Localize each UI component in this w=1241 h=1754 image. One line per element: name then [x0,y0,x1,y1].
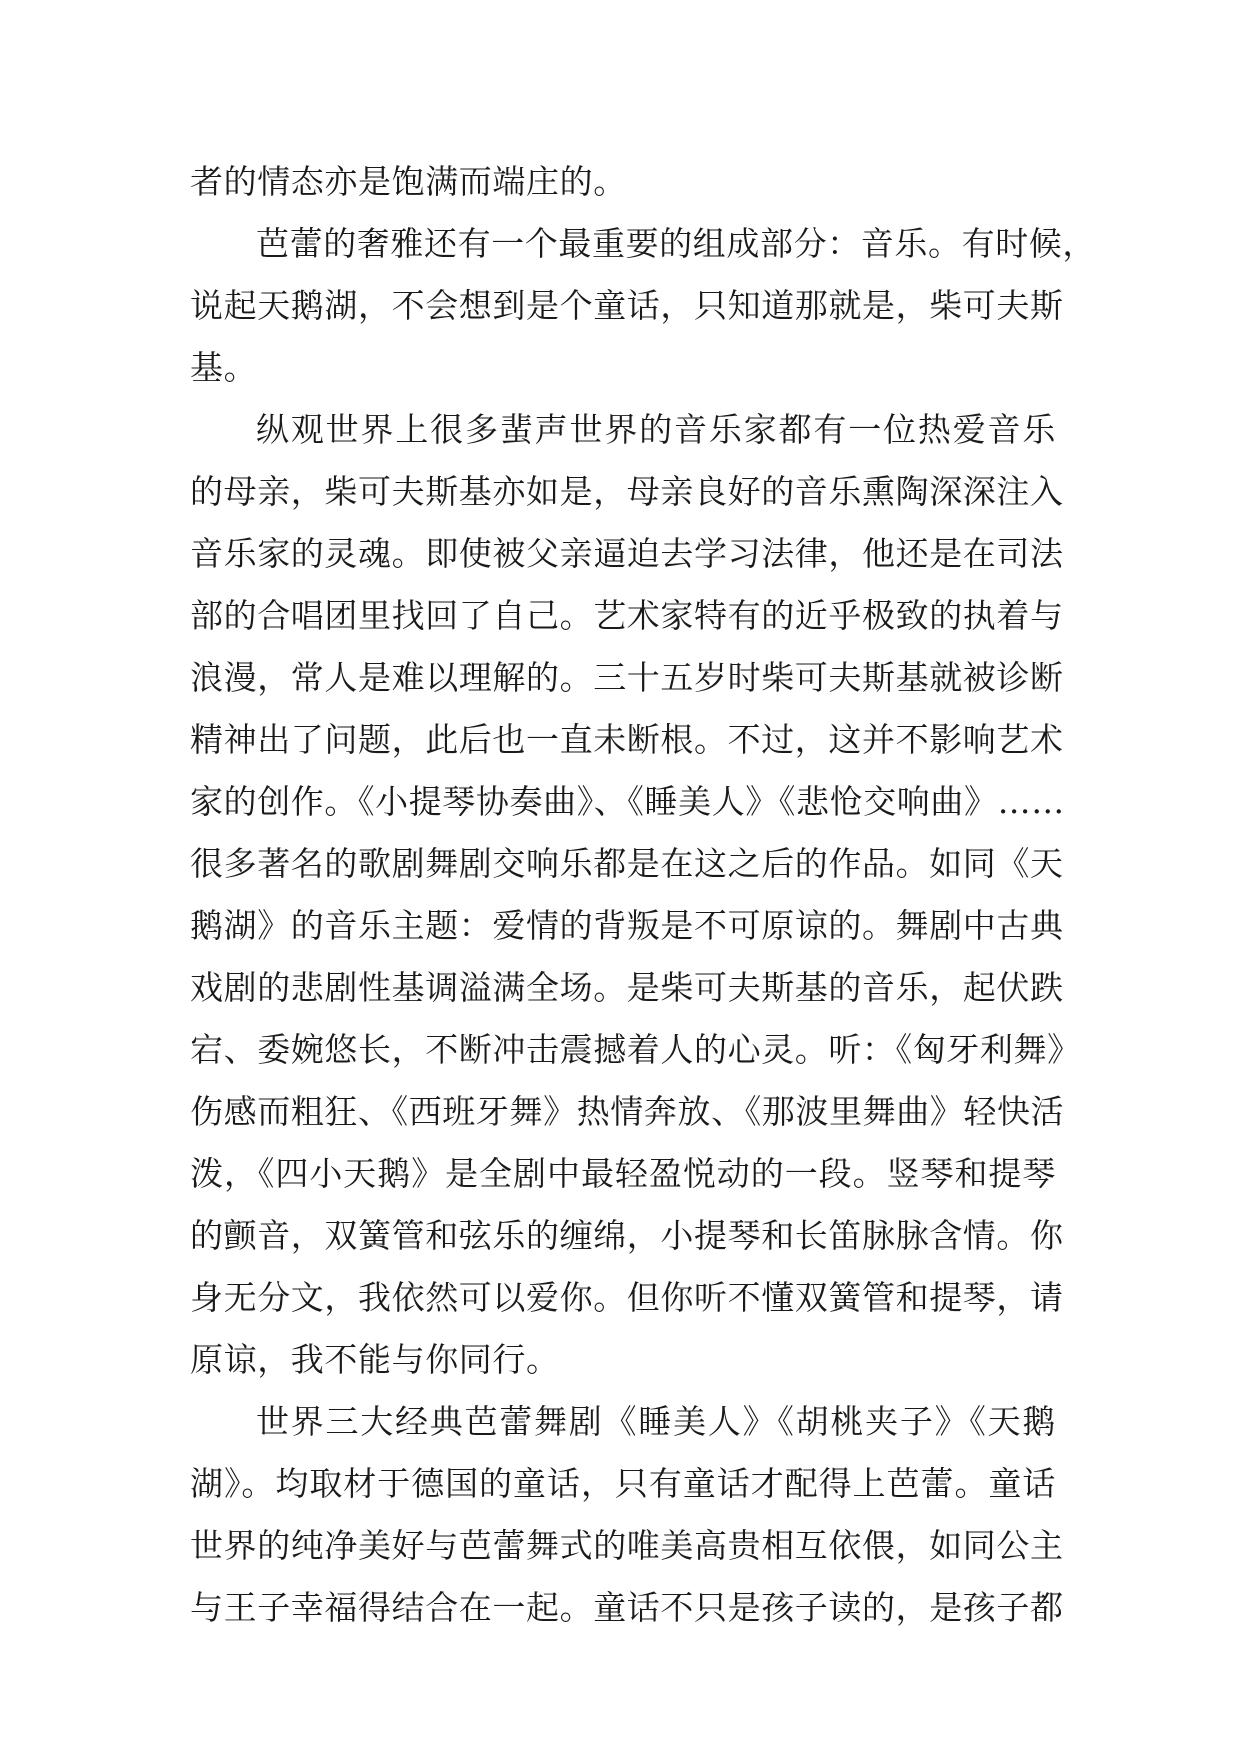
paragraph [190,151,1056,213]
text-line: 的母亲，柴可夫斯基亦如是，母亲良好的音乐熏陶深深注入 [190,472,1064,511]
text-line: 与王子幸福得结合在一起。童话不只是孩子读的，是孩子都 [190,1588,1064,1627]
text-line: 说起天鹅湖，不会想到是个童话，只知道那就是，柴可夫斯 [190,286,1064,325]
body-text [190,151,1096,1639]
text-line: 者的情态亦是饱满而端庄的。 [190,162,627,201]
text-line: 芭蕾的奢雅还有一个最重要的组成部分：音乐。有时候， [256,224,1096,263]
text-line: 音乐家的灵魂。即使被父亲逼迫去学习法律，他还是在司法 [190,534,1064,573]
text-line: 宕、委婉悠长，不断冲击震撼着人的心灵。听：《匈牙利舞》 [190,1030,1081,1069]
text-line: 浪漫，常人是难以理解的。三十五岁时柴可夫斯基就被诊断 [190,658,1064,697]
text-line: 很多著名的歌剧舞剧交响乐都是在这之后的作品。如同《天 [190,844,1064,883]
text-line: 湖》。均取材于德国的童话，只有童话才配得上芭蕾。童话 [190,1464,1056,1503]
text-line: 世界三大经典芭蕾舞剧《睡美人》《胡桃夹子》《天鹅 [256,1402,1056,1441]
text-line: 纵观世界上很多蜚声世界的音乐家都有一位热爱音乐 [256,410,1056,449]
text-line: 身无分文，我依然可以爱你。但你听不懂双簧管和提琴，请 [190,1278,1064,1317]
text-line: 精神出了问题，此后也一直未断根。不过，这并不影响艺术 [190,720,1064,759]
text-line: 戏剧的悲剧性基调溢满全场。是柴可夫斯基的音乐，起伏跌 [190,968,1064,1007]
text-line: 部的合唱团里找回了自己。艺术家特有的近乎极致的执着与 [190,596,1064,635]
text-line: 基。 [190,348,258,387]
text-line: 泼，《四小天鹅》是全剧中最轻盈悦动的一段。竖琴和提琴 [190,1154,1056,1193]
paragraph [190,213,1096,399]
paragraph [190,399,1081,1391]
text-line: 鹅湖》的音乐主题：爱情的背叛是不可原谅的。舞剧中古典 [190,906,1064,945]
text-line: 世界的纯净美好与芭蕾舞式的唯美高贵相互依偎，如同公主 [190,1526,1064,1565]
text-line: 原谅，我不能与你同行。 [190,1340,560,1379]
text-line: 家的创作。《小提琴协奏曲》、《睡美人》《悲怆交响曲》…… [190,782,1065,821]
text-line: 的颤音，双簧管和弦乐的缠绵，小提琴和长笛脉脉含情。你 [190,1216,1064,1255]
text-line: 伤感而粗狂、《西班牙舞》热情奔放、《那波里舞曲》轻快活 [190,1092,1065,1131]
paragraph [190,1391,1064,1639]
